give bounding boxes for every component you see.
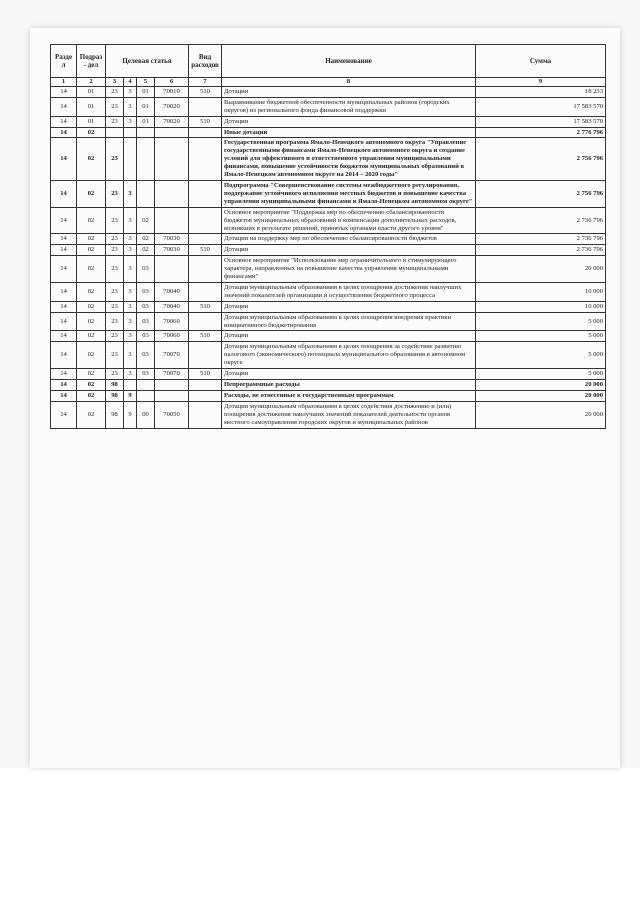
- cell-summa: 2 776 796: [476, 127, 606, 138]
- cell-vid-rashodov: [189, 312, 222, 331]
- cell-podrazdel: 02: [77, 380, 106, 391]
- cell-naimenovanie: Дотации: [222, 369, 476, 380]
- cell-podrazdel: 02: [77, 312, 106, 331]
- header-celevaya-statya: Целевая статья: [106, 45, 189, 78]
- cell-target-c: [137, 380, 155, 391]
- cell-naimenovanie: Дотации муниципальным образованиям в целях поощрения достижения наилучших значений показателей организации и осуществления бюджетного процесса: [222, 282, 476, 301]
- cell-podrazdel: 02: [77, 207, 106, 234]
- cell-naimenovanie: Дотации: [222, 245, 476, 256]
- cell-target-d: [155, 138, 189, 181]
- cell-podrazdel: 02: [77, 331, 106, 342]
- cell-vid-rashodov: [189, 256, 222, 283]
- column-number: 2: [77, 78, 106, 87]
- cell-target-b: 3: [124, 342, 137, 369]
- table-row: [51, 256, 606, 283]
- cell-target-a: 98: [106, 390, 124, 401]
- column-number: 3: [106, 78, 124, 87]
- cell-summa: 20 000: [476, 390, 606, 401]
- cell-vid-rashodov: [189, 401, 222, 428]
- header-podrazdel: Подраз- дел: [77, 45, 106, 78]
- cell-vid-rashodov: 510: [189, 86, 222, 97]
- cell-razdel: 14: [51, 127, 77, 138]
- cell-vid-rashodov: [189, 207, 222, 234]
- cell-target-d: 70040: [155, 282, 189, 301]
- cell-target-a: 23: [106, 86, 124, 97]
- cell-naimenovanie: Основное мероприятие "Использование мер ограничительного и стимулирующего характера, направленных на повышение качества управления муниципальными финансами": [222, 256, 476, 283]
- cell-target-c: 01: [137, 116, 155, 127]
- cell-target-b: 3: [124, 180, 137, 207]
- cell-naimenovanie: Дотации муниципальным образованиям в целях поощрения за содействие развитию налогового (экономического) потенциала муниципального образования в автономном округе: [222, 342, 476, 369]
- cell-razdel: 14: [51, 138, 77, 181]
- cell-target-d: [155, 207, 189, 234]
- cell-vid-rashodov: [189, 180, 222, 207]
- cell-target-d: 70040: [155, 301, 189, 312]
- cell-podrazdel: 02: [77, 256, 106, 283]
- cell-target-c: 00: [137, 401, 155, 428]
- table-row: [51, 180, 606, 207]
- cell-razdel: 14: [51, 256, 77, 283]
- cell-vid-rashodov: [189, 127, 222, 138]
- cell-podrazdel: 02: [77, 401, 106, 428]
- cell-razdel: 14: [51, 245, 77, 256]
- table-row: [51, 312, 606, 331]
- cell-target-c: [137, 180, 155, 207]
- cell-target-a: 23: [106, 369, 124, 380]
- cell-vid-rashodov: [189, 138, 222, 181]
- cell-podrazdel: 01: [77, 86, 106, 97]
- cell-target-a: 23: [106, 301, 124, 312]
- cell-target-b: [124, 380, 137, 391]
- cell-target-b: 3: [124, 369, 137, 380]
- table-row: [51, 234, 606, 245]
- header-razdel: Разде л: [51, 45, 77, 78]
- table-row: [51, 390, 606, 401]
- cell-target-c: 03: [137, 342, 155, 369]
- cell-summa: 20 000: [476, 256, 606, 283]
- cell-razdel: 14: [51, 331, 77, 342]
- cell-podrazdel: 02: [77, 301, 106, 312]
- cell-razdel: 14: [51, 180, 77, 207]
- cell-target-c: 02: [137, 234, 155, 245]
- cell-razdel: 14: [51, 86, 77, 97]
- cell-razdel: 14: [51, 97, 77, 116]
- cell-target-d: [155, 256, 189, 283]
- cell-podrazdel: 01: [77, 116, 106, 127]
- cell-target-b: 3: [124, 331, 137, 342]
- cell-target-c: 01: [137, 86, 155, 97]
- table-row: [51, 97, 606, 116]
- cell-summa: 2 736 796: [476, 207, 606, 234]
- budget-table: [50, 44, 606, 429]
- header-vid-rashodov: Вид расходов: [189, 45, 222, 78]
- cell-target-c: 03: [137, 312, 155, 331]
- cell-razdel: 14: [51, 301, 77, 312]
- cell-target-d: 70020: [155, 116, 189, 127]
- cell-target-a: 98: [106, 401, 124, 428]
- cell-naimenovanie: Дотации муниципальным образованиям в целях поощрения внедрения практики инициативного бюджетирования: [222, 312, 476, 331]
- table-row: [51, 282, 606, 301]
- cell-razdel: 14: [51, 312, 77, 331]
- cell-razdel: 14: [51, 116, 77, 127]
- cell-target-a: 23: [106, 312, 124, 331]
- cell-summa: 2 736 796: [476, 234, 606, 245]
- cell-target-a: 23: [106, 234, 124, 245]
- table-row: [51, 301, 606, 312]
- cell-target-a: 23: [106, 256, 124, 283]
- cell-target-a: 23: [106, 138, 124, 181]
- cell-summa: 2 756 796: [476, 138, 606, 181]
- cell-target-b: 3: [124, 234, 137, 245]
- cell-podrazdel: 02: [77, 127, 106, 138]
- cell-target-d: 70060: [155, 331, 189, 342]
- header-row: [51, 45, 606, 78]
- cell-vid-rashodov: [189, 234, 222, 245]
- cell-naimenovanie: Государственная программа Ямало-Ненецкого автономного округа "Управление государственными финансами Ямало-Ненецкого автономного округа и создание условий для эффективного и ответственного управления муниципальными финансами, повышение устойчивости бюджетов муниципальных образований в Ямало-Ненецком автономном округе на 2014 – 2020 годы": [222, 138, 476, 181]
- cell-naimenovanie: Выравнивание бюджетной обеспеченности муниципальных районов (городских округов) из регионального фонда финансовой поддержки: [222, 97, 476, 116]
- cell-target-b: 3: [124, 312, 137, 331]
- cell-target-d: [155, 380, 189, 391]
- cell-naimenovanie: Иные дотации: [222, 127, 476, 138]
- cell-razdel: 14: [51, 390, 77, 401]
- cell-summa: 10 000: [476, 282, 606, 301]
- table-row: [51, 116, 606, 127]
- cell-target-d: 70060: [155, 312, 189, 331]
- cell-naimenovanie: Расходы, не отнесенные к государственным программам: [222, 390, 476, 401]
- cell-razdel: 14: [51, 342, 77, 369]
- cell-target-c: 03: [137, 301, 155, 312]
- cell-target-d: 70050: [155, 401, 189, 428]
- cell-target-b: [124, 127, 137, 138]
- cell-target-d: 70070: [155, 342, 189, 369]
- cell-vid-rashodov: [189, 282, 222, 301]
- table-row: [51, 245, 606, 256]
- cell-target-a: 23: [106, 207, 124, 234]
- cell-summa: 2 736 796: [476, 245, 606, 256]
- cell-target-a: 23: [106, 331, 124, 342]
- cell-target-c: 03: [137, 331, 155, 342]
- cell-podrazdel: 02: [77, 180, 106, 207]
- cell-razdel: 14: [51, 234, 77, 245]
- cell-target-d: [155, 180, 189, 207]
- cell-vid-rashodov: 510: [189, 301, 222, 312]
- cell-target-b: 3: [124, 301, 137, 312]
- cell-podrazdel: 02: [77, 234, 106, 245]
- column-number: 1: [51, 78, 77, 87]
- column-number: 9: [476, 78, 606, 87]
- cell-target-b: 3: [124, 97, 137, 116]
- cell-target-b: 3: [124, 207, 137, 234]
- cell-naimenovanie: Дотации: [222, 301, 476, 312]
- cell-target-b: 9: [124, 401, 137, 428]
- cell-target-c: 02: [137, 207, 155, 234]
- cell-vid-rashodov: 510: [189, 116, 222, 127]
- cell-vid-rashodov: 510: [189, 331, 222, 342]
- table-row: [51, 86, 606, 97]
- cell-target-b: 9: [124, 390, 137, 401]
- table-row: [51, 138, 606, 181]
- table-row: [51, 207, 606, 234]
- cell-naimenovanie: Непрограммные расходы: [222, 380, 476, 391]
- cell-target-b: 3: [124, 116, 137, 127]
- cell-target-b: [124, 138, 137, 181]
- cell-target-a: 23: [106, 282, 124, 301]
- cell-razdel: 14: [51, 207, 77, 234]
- cell-vid-rashodov: [189, 380, 222, 391]
- column-number-row: [51, 78, 606, 87]
- cell-summa: 10 000: [476, 301, 606, 312]
- cell-podrazdel: 02: [77, 282, 106, 301]
- cell-summa: 5 000: [476, 369, 606, 380]
- cell-summa: 17 583 570: [476, 97, 606, 116]
- cell-vid-rashodov: 510: [189, 245, 222, 256]
- cell-target-d: 70030: [155, 245, 189, 256]
- cell-razdel: 14: [51, 401, 77, 428]
- table-row: [51, 369, 606, 380]
- cell-razdel: 14: [51, 380, 77, 391]
- cell-podrazdel: 02: [77, 390, 106, 401]
- header-summa: Сумма: [476, 45, 606, 78]
- cell-podrazdel: 02: [77, 245, 106, 256]
- cell-target-a: [106, 127, 124, 138]
- cell-target-b: 3: [124, 256, 137, 283]
- cell-target-c: 03: [137, 369, 155, 380]
- column-number: 6: [155, 78, 189, 87]
- cell-target-b: 3: [124, 245, 137, 256]
- cell-target-b: 3: [124, 86, 137, 97]
- column-number: 7: [189, 78, 222, 87]
- cell-target-a: 23: [106, 97, 124, 116]
- cell-target-c: 03: [137, 256, 155, 283]
- cell-summa: 2 756 796: [476, 180, 606, 207]
- cell-naimenovanie: Дотации муниципальным образованиям в целях содействия достижению и (или) поощрения достижения наилучших значений показателей деятельности органов местного самоуправления городских округов и муниципальных районов: [222, 401, 476, 428]
- cell-target-a: 23: [106, 116, 124, 127]
- cell-summa: 17 583 570: [476, 116, 606, 127]
- cell-target-c: 03: [137, 282, 155, 301]
- cell-vid-rashodov: [189, 390, 222, 401]
- table-row: [51, 401, 606, 428]
- cell-vid-rashodov: 510: [189, 369, 222, 380]
- table-row: [51, 380, 606, 391]
- header-naimenovanie: Наименование: [222, 45, 476, 78]
- cell-target-d: 70020: [155, 97, 189, 116]
- cell-razdel: 14: [51, 369, 77, 380]
- cell-target-a: 98: [106, 380, 124, 391]
- cell-summa: 18 233: [476, 86, 606, 97]
- table-body: [51, 86, 606, 428]
- cell-target-d: 70070: [155, 369, 189, 380]
- cell-naimenovanie: Дотации: [222, 86, 476, 97]
- cell-naimenovanie: Основное мероприятие "Поддержка мер по обеспечению сбалансированности бюджетов муниципальных образований и компенсация дополнительных расходов, возникших в результате решений, принятых органами власти другого уровня": [222, 207, 476, 234]
- cell-razdel: 14: [51, 282, 77, 301]
- cell-target-c: [137, 390, 155, 401]
- cell-target-b: 3: [124, 282, 137, 301]
- cell-target-c: 02: [137, 245, 155, 256]
- cell-summa: 5 000: [476, 331, 606, 342]
- cell-podrazdel: 02: [77, 369, 106, 380]
- table-row: [51, 331, 606, 342]
- cell-target-c: [137, 127, 155, 138]
- cell-summa: 5 000: [476, 342, 606, 369]
- cell-vid-rashodov: [189, 342, 222, 369]
- column-number: 5: [137, 78, 155, 87]
- cell-target-d: [155, 390, 189, 401]
- cell-naimenovanie: Подпрограмма "Совершенствование системы межбюджетного регулирования, поддержание устойчивого исполнения местных бюджетов и повышение качества управления муниципальными финансами в Ямало-Ненецком автономном округе": [222, 180, 476, 207]
- cell-summa: 20 000: [476, 401, 606, 428]
- cell-podrazdel: 02: [77, 138, 106, 181]
- table-row: [51, 342, 606, 369]
- column-number: 4: [124, 78, 137, 87]
- cell-summa: 20 000: [476, 380, 606, 391]
- cell-target-d: 70010: [155, 86, 189, 97]
- table-row: [51, 127, 606, 138]
- cell-summa: 5 000: [476, 312, 606, 331]
- column-number: 8: [222, 78, 476, 87]
- cell-target-c: 01: [137, 97, 155, 116]
- cell-target-a: 23: [106, 342, 124, 369]
- cell-target-a: 23: [106, 245, 124, 256]
- cell-target-d: 70030: [155, 234, 189, 245]
- cell-target-d: [155, 127, 189, 138]
- cell-vid-rashodov: [189, 97, 222, 116]
- cell-naimenovanie: Дотации: [222, 116, 476, 127]
- cell-target-a: 23: [106, 180, 124, 207]
- cell-naimenovanie: Дотации на поддержку мер по обеспечению сбалансированности бюджетов: [222, 234, 476, 245]
- cell-podrazdel: 01: [77, 97, 106, 116]
- cell-podrazdel: 02: [77, 342, 106, 369]
- cell-naimenovanie: Дотации: [222, 331, 476, 342]
- cell-target-c: [137, 138, 155, 181]
